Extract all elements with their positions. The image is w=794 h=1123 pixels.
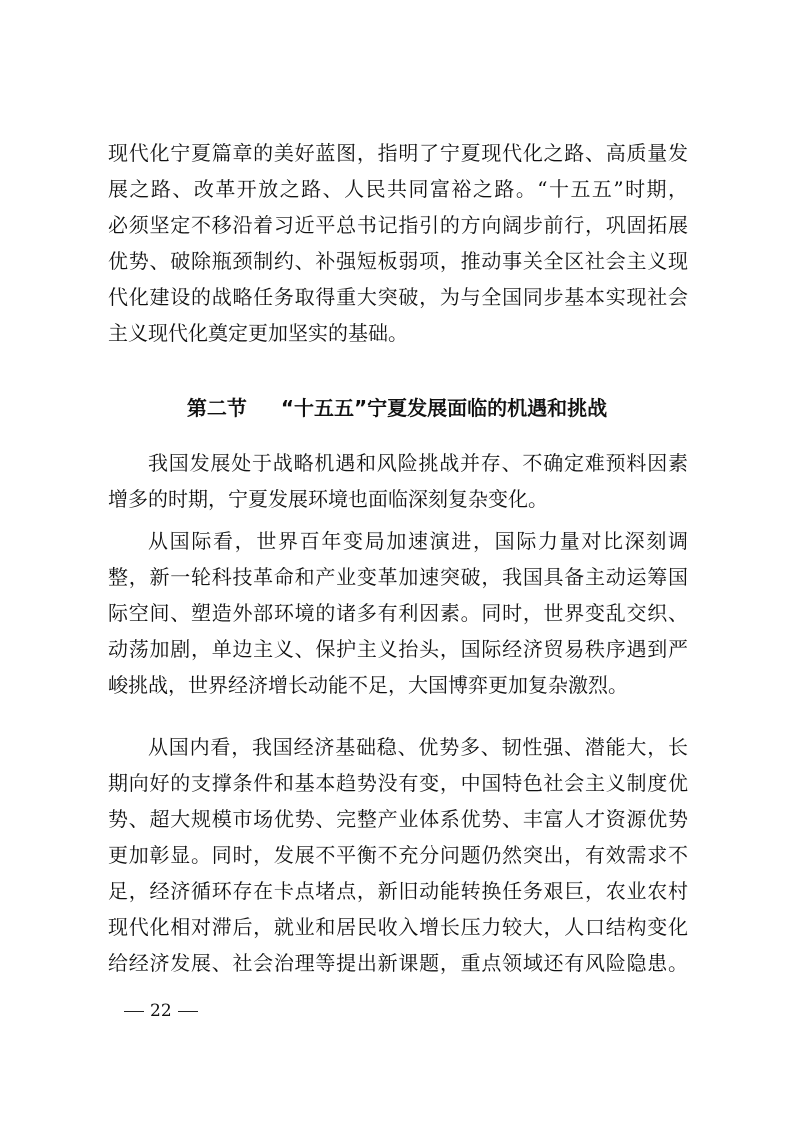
- dash-left: [124, 1011, 144, 1012]
- dash-right: [178, 1011, 198, 1012]
- text-line: 从国内看，我国经济基础稳、优势多、韧性强、潜能大，长: [148, 735, 688, 759]
- text-line: 我国发展处于战略机遇和风险挑战并存、不确定难预料因素: [148, 451, 688, 475]
- section-heading: [0, 392, 794, 424]
- text-line: 从国际看，世界百年变局加速演进，国际力量对比深刻调: [148, 529, 688, 553]
- section-title: “十五五”宁夏发展面临的机遇和挑战: [280, 396, 608, 420]
- text-line: 动荡加剧，单边主义、保护主义抬头，国际经济贸易秩序遇到严: [108, 637, 688, 661]
- text-line: 峻挑战，世界经济增长动能不足，大国博弈更加复杂激烈。: [108, 673, 628, 697]
- text-line: 展之路、改革开放之路、人民共同富裕之路。“十五五”时期，: [108, 177, 688, 201]
- text-line: 势、超大规模市场优势、完整产业体系优势、丰富人才资源优势: [108, 807, 688, 831]
- text-line: 给经济发展、社会治理等提出新课题，重点领域还有风险隐患。: [108, 951, 688, 975]
- text-line: 现代化宁夏篇章的美好蓝图，指明了宁夏现代化之路、高质量发: [108, 141, 688, 165]
- text-line: 际空间、塑造外部环境的诸多有利因素。同时，世界变乱交织、: [108, 601, 688, 625]
- text-line: 更加彰显。同时，发展不平衡不充分问题仍然突出，有效需求不: [108, 843, 688, 867]
- section-number: 第二节: [186, 396, 247, 420]
- text-line: 必须坚定不移沿着习近平总书记指引的方向阔步前行，巩固拓展: [108, 213, 688, 237]
- text-line: 整，新一轮科技革命和产业变革加速突破，我国具备主动运筹国: [108, 565, 688, 589]
- text-line: 足，经济循环存在卡点堵点，新旧动能转换任务艰巨，农业农村: [108, 879, 688, 903]
- text-line: 主义现代化奠定更加坚实的基础。: [108, 321, 408, 345]
- text-line: 增多的时期，宁夏发展环境也面临深刻复杂变化。: [108, 487, 548, 511]
- text-line: 优势、破除瓶颈制约、补强短板弱项，推动事关全区社会主义现: [108, 249, 688, 273]
- text-line: 期向好的支撑条件和基本趋势没有变，中国特色社会主义制度优: [108, 771, 688, 795]
- text-line: 现代化相对滞后，就业和居民收入增长压力较大，人口结构变化: [108, 915, 688, 939]
- page-number: [118, 998, 204, 1024]
- page-number-text: 22: [150, 1001, 172, 1021]
- text-line: 代化建设的战略任务取得重大突破，为与全国同步基本实现社会: [108, 285, 688, 309]
